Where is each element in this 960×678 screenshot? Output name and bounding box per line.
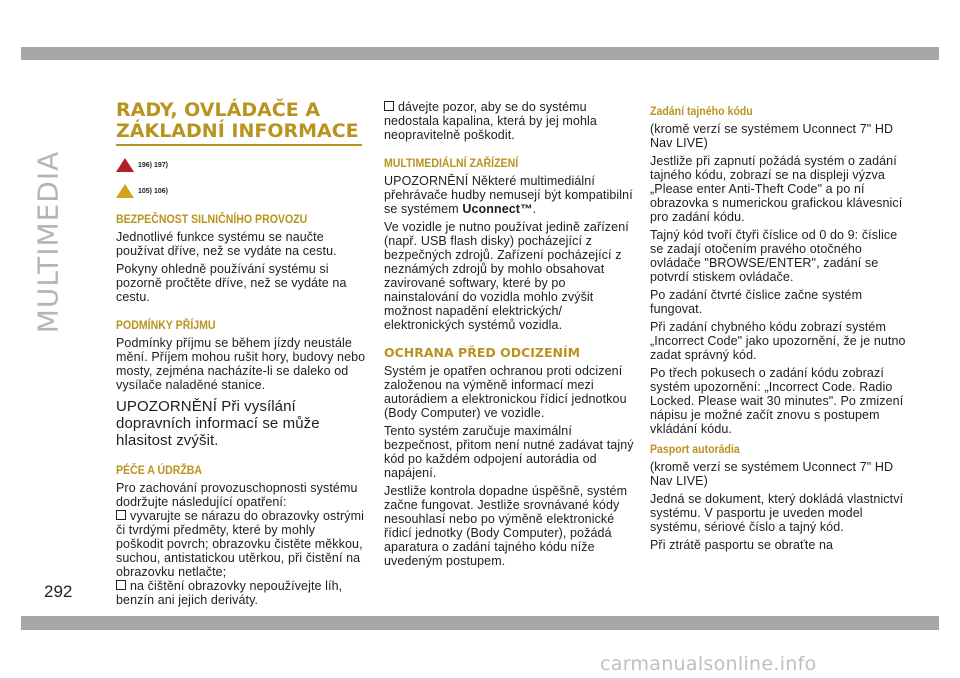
paragraph: Systém je opatřen ochranou proti odcizení založenou na výměně informací mezi autorádiem a elektronickou řídicí jednotkou (Body Computer) ve vozidle. <box>384 364 627 420</box>
warning-red-icon <box>116 158 134 172</box>
checkbox-bullet-icon <box>116 510 126 520</box>
paragraph: Podmínky příjmu se během jízdy neustále mění. Příjem mohou rušit hory, budovy nebo mosty, zejména nacházíte-li se daleko od vysílače naladěné stanice. <box>116 336 366 392</box>
bullet-text: vyvarujte se nárazu do obrazovky ostrými či tvrdými předměty, které by mohly poškodit povrch; obrazovku čistěte měkkou, suchou, antistatickou utěrkou, při čistění na obrazovku netlačte; <box>116 509 364 579</box>
paragraph: Jestliže při zapnutí požádá systém o zadání tajného kódu, zobrazí se na displeji výzva „Please enter Anti-Theft Code" a po ní obrazovka s numerickou grafickou klávesnicí pro zadání kódu. <box>650 154 903 224</box>
top-bar <box>21 47 939 60</box>
brand-name: Uconnect™ <box>462 202 533 216</box>
title-line-2: ZÁKLADNÍ INFORMACE <box>116 120 359 142</box>
bullet-text: na čištění obrazovky nepoužívejte líh, benzín ani jejich deriváty. <box>116 579 343 607</box>
bullet-item <box>116 579 366 607</box>
paragraph: Pokyny ohledně používání systému si pozorně pročtěte dříve, než se vydáte na cestu. <box>116 262 347 304</box>
paragraph <box>384 174 636 216</box>
paragraph: Po třech pokusech o zadání kódu zobrazí systém upozornění: „Incorrect Code. Radio Locked. Please wait 30 minutes". Po zmizení nápisu je možné začít znovu s postupem vkládání kódu. <box>650 366 904 436</box>
paragraph: Jednotlivé funkce systému se naučte používat dříve, než se vydáte na cestu. <box>116 230 337 258</box>
heading-code: Zadání tajného kódu <box>650 104 753 118</box>
watermark: carmanualsonline.info <box>600 653 817 675</box>
section-title <box>116 100 362 146</box>
checkbox-bullet-icon <box>116 580 126 590</box>
paragraph: Pro zachování provozuschopnosti systému dodržujte následující opatření: <box>116 481 358 509</box>
paragraph: (kromě verzí se systémem Uconnect 7" HD Nav LIVE) <box>650 460 894 488</box>
heading-reception: PODMÍNKY PŘÍJMU <box>116 318 216 332</box>
paragraph: Tento systém zaručuje maximální bezpečnost, přitom není nutné zadávat tajný kód po každém odpojení autorádia od napájení. <box>384 424 634 480</box>
heading-devices: MULTIMEDIÁLNÍ ZAŘÍZENÍ <box>384 156 519 170</box>
heading-safety: BEZPEČNOST SILNIČNÍHO PROVOZU <box>116 212 308 226</box>
bullet-text: dávejte pozor, aby se do systému nedostala kapalina, která by jej mohla neopravitelně poškodit. <box>384 100 597 142</box>
side-label: MULTIMEDIA <box>31 150 65 334</box>
paragraph: Ve vozidle je nutno používat jedině zařízení (např. USB flash disky) pocházející z bezpečných zdrojů. Zařízení pocházející z neznámých zdrojů by mohlo obsahovat zavirované softwary, které by po nainstalování do vozidla mohlo zvýšit možnost napadění elektrických/ elektronických systémů vozidla. <box>384 220 629 332</box>
paragraph: Při ztrátě pasportu se obraťte na <box>650 538 834 552</box>
heading-theft: OCHRANA PŘED ODCIZENÍM <box>384 345 581 360</box>
column-1 <box>116 100 366 611</box>
bullet-item <box>116 509 366 579</box>
column-3 <box>650 100 912 556</box>
paragraph-text: UPOZORNĚNÍ Některé multimediální přehrávače hudby nemusejí být kompatibilní se systémem <box>384 174 633 216</box>
paragraph: (kromě verzí se systémem Uconnect 7" HD Nav LIVE) <box>650 122 894 150</box>
paragraph: Po zadání čtvrté číslice začne systém fungovat. <box>650 288 863 316</box>
warning-ref: 196) 197) <box>138 161 168 169</box>
paragraph-text: . <box>532 202 537 216</box>
paragraph: Při zadání chybného kódu zobrazí systém „Incorrect Code" jako upozornění, že je nutno zadat správný kód. <box>650 320 906 362</box>
paragraph: Jedná se dokument, který dokládá vlastnictví systému. V pasportu je uveden model systému, sériové číslo a tajný kód. <box>650 492 904 534</box>
bullet-item <box>384 100 636 142</box>
warning-ref-row <box>116 158 366 172</box>
caution-ref: 105) 106) <box>138 187 168 195</box>
column-2 <box>384 100 636 572</box>
caution-yellow-icon <box>116 184 134 198</box>
warning-paragraph: UPOZORNĚNÍ Při vysílání dopravních informací se může hlasitost zvýšit. <box>116 398 320 449</box>
heading-care: PÉČE A ÚDRŽBA <box>116 463 203 477</box>
page-number: 292 <box>44 582 73 601</box>
paragraph: Jestliže kontrola dopadne úspěšně, systém začne fungovat. Jestliže srovnávané kódy nesouhlasí nebo po výměně elektronické řídicí jednotky (Body Computer), požádá aparatura o zadání tajného kódu níže uvedeným postupem. <box>384 484 628 568</box>
caution-ref-row <box>116 184 366 198</box>
paragraph: Tajný kód tvoří čtyři číslice od 0 do 9: číslice se zadají otočením pravého otočného ovládače "BROWSE/ENTER", zadání se potvrdí stiskem ovládače. <box>650 228 898 284</box>
heading-passport: Pasport autorádia <box>650 442 740 456</box>
checkbox-bullet-icon <box>384 101 394 111</box>
title-line-1: RADY, OVLÁDAČE A <box>116 99 321 121</box>
bottom-bar <box>21 616 939 630</box>
